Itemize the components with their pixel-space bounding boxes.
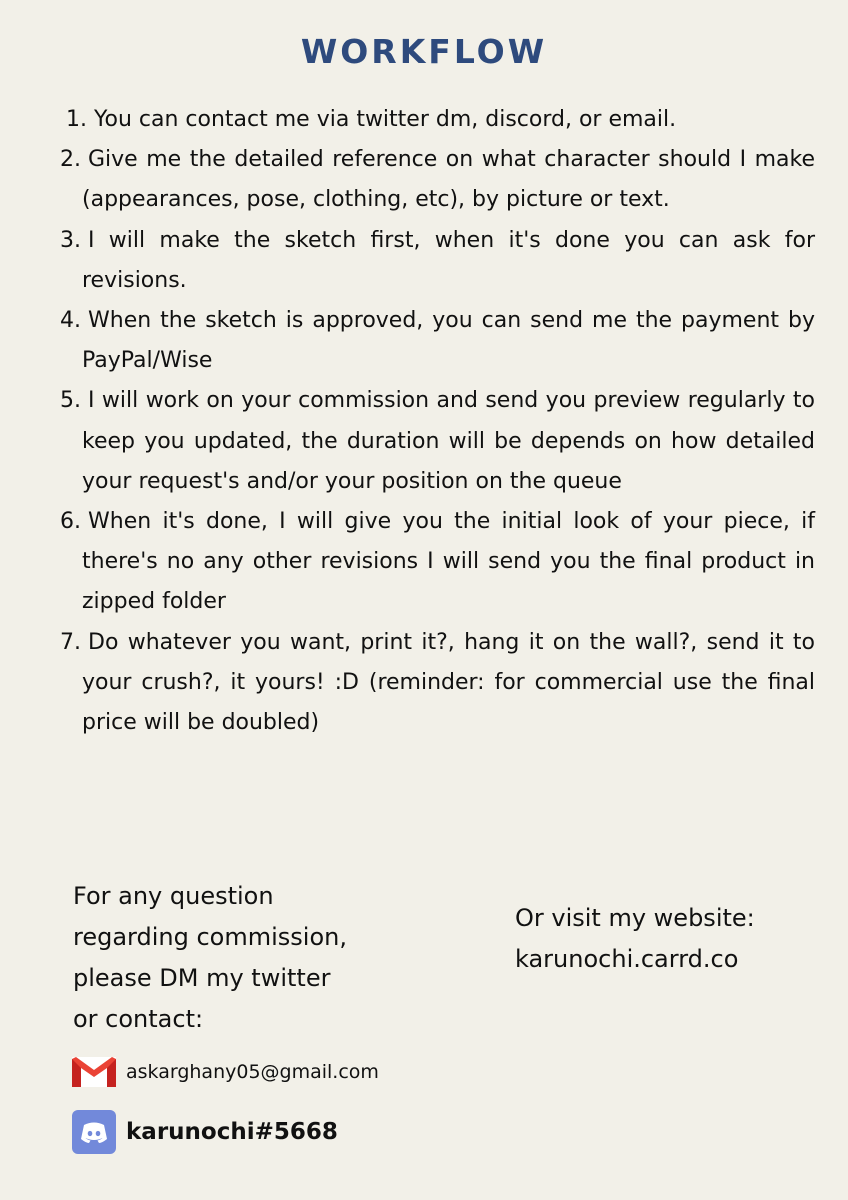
workflow-steps: [60, 100, 815, 743]
step-text: When it's done, I will give you the initial look of your piece, if there's no any other revisions I will send you the final product in zipped folder: [82, 509, 815, 615]
workflow-step-1: [60, 100, 815, 140]
website-url[interactable]: karunochi.carrd.co: [515, 945, 739, 973]
workflow-step-4: [60, 301, 815, 381]
step-number: 3.: [60, 227, 81, 253]
step-text: When the sketch is approved, you can send me the payment by PayPal/Wise: [82, 308, 815, 374]
gmail-icon: [72, 1055, 116, 1089]
contact-info: [73, 876, 403, 1040]
workflow-step-7: [60, 623, 815, 744]
email-address[interactable]: askarghany05@gmail.com: [126, 1061, 379, 1083]
step-number: 1.: [66, 107, 87, 132]
discord-contact: [72, 1108, 338, 1156]
contact-line: regarding commission,: [73, 923, 347, 951]
step-text: You can contact me via twitter dm, discord, or email.: [94, 107, 677, 132]
step-number: 6.: [60, 509, 81, 535]
contact-line: For any question: [73, 882, 274, 910]
step-text: I will make the sketch first, when it's done you can ask for revisions.: [82, 227, 815, 293]
website-label: Or visit my website:: [515, 904, 755, 932]
step-number: 7.: [60, 629, 81, 655]
workflow-step-2: [60, 140, 815, 220]
step-text: I will work on your commission and send you preview regularly to keep you updated, the duration will be depends on how detailed your request's and/or your position on the queue: [82, 388, 815, 494]
step-number: 4.: [60, 308, 81, 334]
workflow-step-5: [60, 381, 815, 502]
discord-username[interactable]: karunochi#5668: [126, 1119, 338, 1145]
discord-icon: [72, 1110, 116, 1154]
contact-line: or contact:: [73, 1005, 204, 1033]
workflow-step-6: [60, 502, 815, 623]
step-text: Give me the detailed reference on what character should I make (appearances, pose, clothing, etc), by picture or text.: [82, 147, 815, 213]
page-title: WORKFLOW: [300, 32, 548, 71]
step-number: 5.: [60, 388, 81, 414]
website-info: [515, 898, 835, 980]
workflow-step-3: [60, 221, 815, 301]
step-text: Do whatever you want, print it?, hang it on the wall?, send it to your crush?, it yours! :D (reminder: for commercial use the final price will be doubled): [82, 629, 815, 736]
contact-line: please DM my twitter: [73, 964, 331, 992]
step-number: 2.: [60, 147, 81, 173]
email-contact: [72, 1052, 379, 1092]
